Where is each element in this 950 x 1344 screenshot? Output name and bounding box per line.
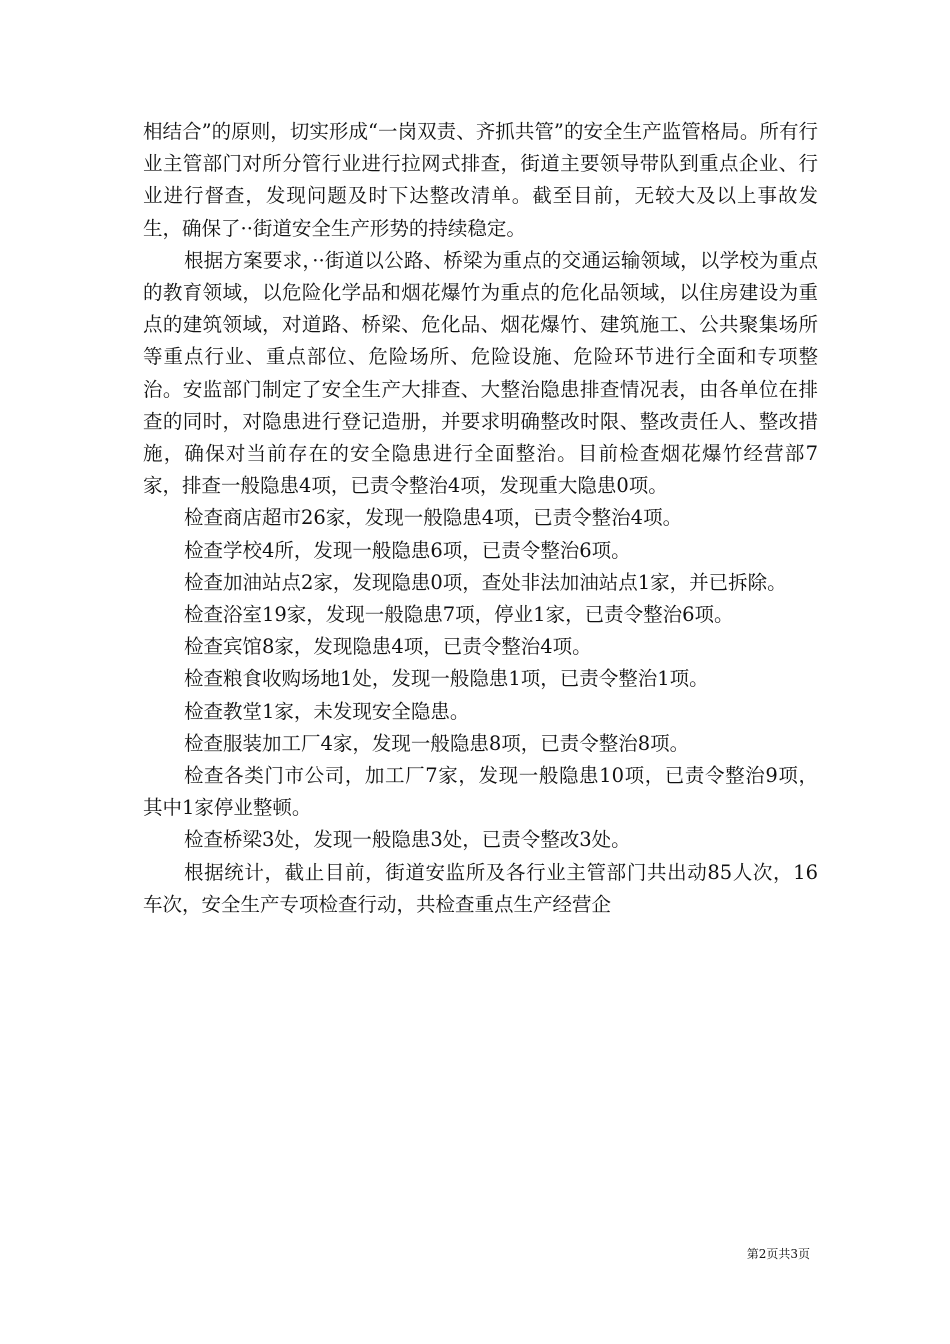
paragraph-churches: 检查教堂1家，未发现安全隐患。	[183, 699, 470, 723]
page-number-footer: 第2页共3页	[746, 1247, 810, 1261]
paragraph-statistics: 根据统计，截止目前，街道安监所及各行业主管部门共出动85人次，16车次，安全生产专项检查行动，共检查重点生产经营企	[143, 860, 818, 916]
paragraph-bathhouses: 检查浴室19家，发现一般隐患7项，停业1家，已责令整治6项。	[183, 603, 734, 627]
paragraph-garment-factories: 检查服装加工厂4家，发现一般隐患8项，已责令整治8项。	[183, 731, 690, 755]
paragraph-shops-factories: 检查各类门市公司，加工厂7家，发现一般隐患10项，已责令整治9项，其中1家停业整顿。	[143, 764, 818, 820]
paragraph-gas-stations: 检查加油站点2家，发现隐患0项，查处非法加油站点1家，并已拆除。	[183, 570, 787, 594]
paragraph-grain-sites: 检查粮食收购场地1处，发现一般隐患1项，已责令整治1项。	[183, 667, 709, 691]
paragraph-bridges: 检查桥梁3处，发现一般隐患3处，已责令整改3处。	[183, 828, 631, 852]
paragraph-schools: 检查学校4所，发现一般隐患6项，已责令整治6项。	[183, 538, 631, 562]
paragraph-continuation: 相结合”的原则，切实形成“一岗双责、齐抓共管”的安全生产监管格局。所有行业主管部门对所分管行业进行拉网式排查，街道主要领导带队到重点企业、行业进行督查，发现问题及时下达整改清单。截至目前，无较大及以上事故发生，确保了··街道安全生产形势的持续稳定。	[143, 120, 818, 240]
document-body	[143, 116, 818, 921]
paragraph-plan-requirements: 根据方案要求，··街道以公路、桥梁为重点的交通运输领域，以学校为重点的教育领域，以危险化学品和烟花爆竹为重点的危化品领域，以住房建设为重点的建筑领域，对道路、桥梁、危化品、烟花爆竹、建筑施工、公共聚集场所等重点行业、重点部位、危险场所、危险设施、危险环节进行全面和专项整治。安监部门制定了安全生产大排查、大整治隐患排查情况表，由各单位在排查的同时，对隐患进行登记造册，并要求明确整改时限、整改责任人、整改措施，确保对当前存在的安全隐患进行全面整治。目前检查烟花爆竹经营部7家，排查一般隐患4项，已责令整治4项，发现重大隐患0项。	[143, 248, 818, 498]
paragraph-hotels: 检查宾馆8家，发现隐患4项，已责令整治4项。	[183, 635, 592, 659]
paragraph-supermarkets: 检查商店超市26家，发现一般隐患4项，已责令整治4项。	[183, 506, 683, 530]
